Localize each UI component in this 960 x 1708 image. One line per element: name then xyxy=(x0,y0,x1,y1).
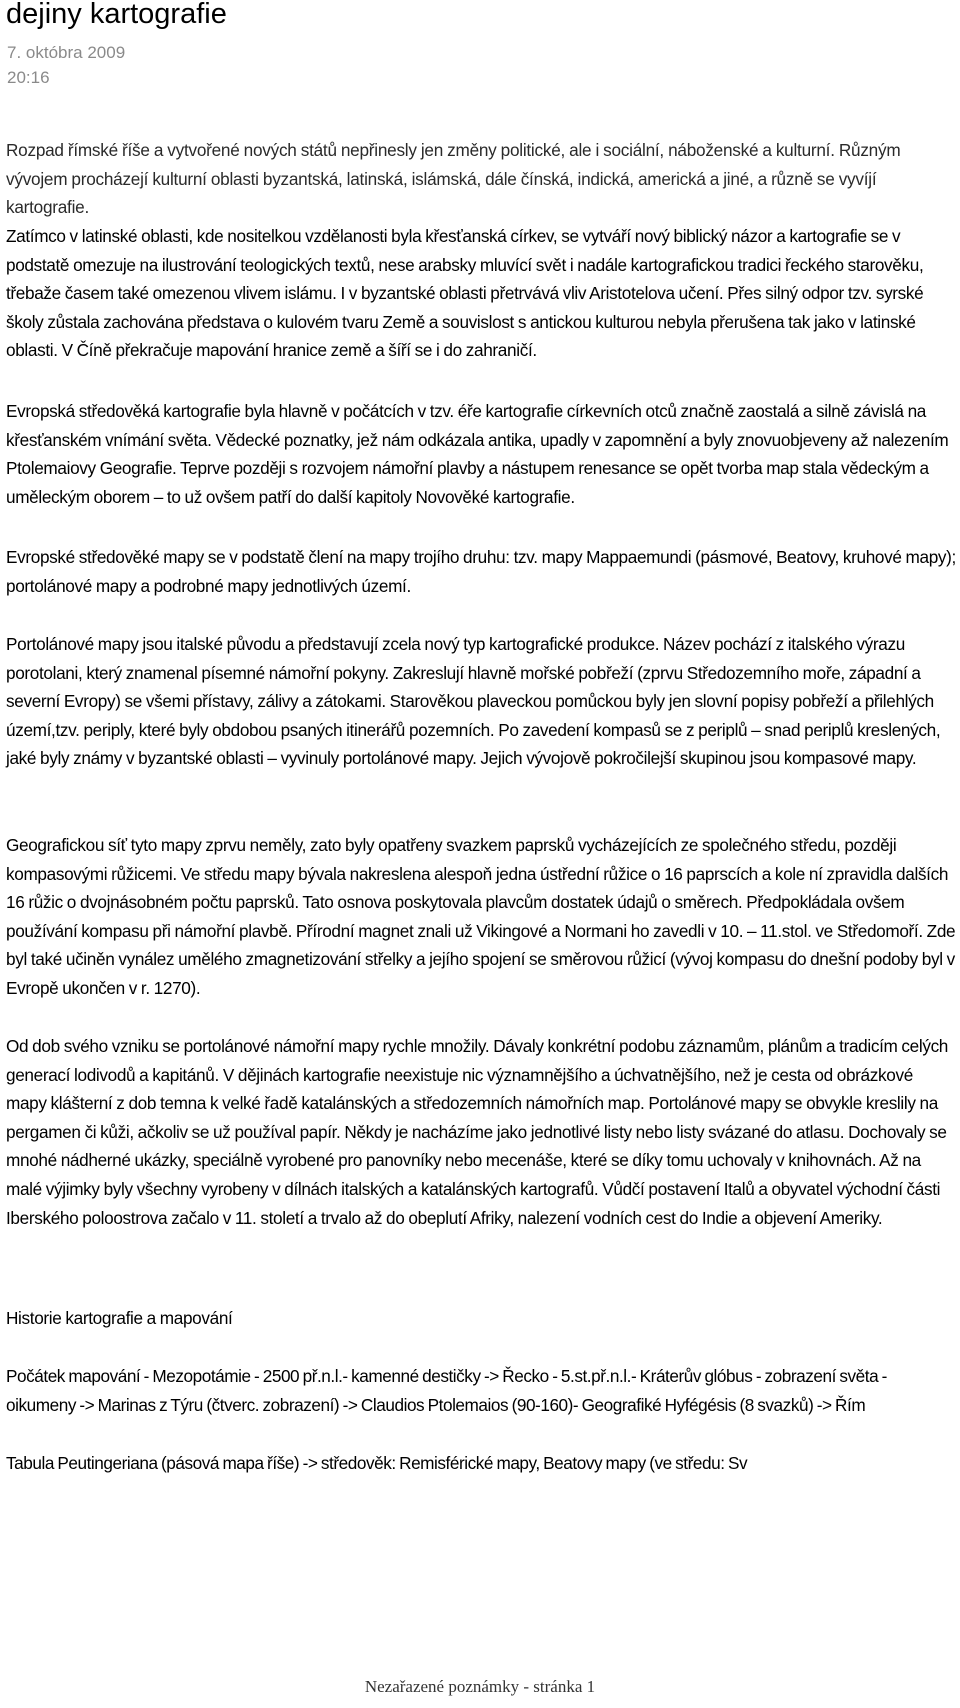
note-date: 7. októbra 2009 xyxy=(7,43,126,62)
paragraph-european-medieval: Evropská středověká kartografie byla hlavně v počátcích v tzv. éře kartografie církevních otců značně zaostalá a silně závislá na křesťanském vnímání světa. Vědecké poznatky, jež nám odkázala antika, upadly v zapomnění a byly znovuobjeveny až nalezením Ptolemaiovy Geografie. Teprve později s rozvojem námořní plavby a nástupem renesance se opět tvorba map stala vědeckým a uměleckým oborem – to už ovšem patří do další kapitoly Novověké kartografie. xyxy=(6,401,949,507)
paragraph-mapping-origins: Počátek mapování - Mezopotámie - 2500 př.n.l.- kamenné destičky -> Řecko - 5.st.př.n.l.- Kráterův glóbus - zobrazení světa - oikumeny -> Marinas z Týru (čtverc. zobrazení) -> Claudios Ptolemaios (90-160)- Geografiké Hyfégésis (8 svazků) -> Řím xyxy=(6,1366,887,1415)
paragraph-latin-region: Zatímco v latinské oblasti, kde nositelkou vzdělanosti byla křesťanská církev, se vytváří nový biblický názor a kartografie se v podstatě omezuje na ilustrování teologických textů, nese arabsky mluvící svět i nadále kartografickou tradici řeckého starověku, třebaže časem také omezenou vlivem islámu. I v byzantské oblasti přetrvává vliv Aristotelova učení. Přes silný odpor tzv. syrské školy zůstala zachována představa o kulovém tvaru Země a souvislost s antickou kulturou nebyla přerušena tak jako v latinské oblasti. V Číně překračuje mapování hranice země a šíří se i do zahraničí. xyxy=(6,226,924,361)
paragraph-map-types: Evropské středověké mapy se v podstatě člení na mapy trojího druhu: tzv. mapy Mappaemundi (pásmové, Beatovy, kruhové mapy); portolánové mapy a podrobné mapy jednotlivých území. xyxy=(6,547,956,596)
page-footer: Nezařazené poznámky - stránka 1 xyxy=(364,1677,596,1696)
section-heading-history: Historie kartografie a mapování xyxy=(6,1308,233,1328)
paragraph-portolan-maps: Portolánové mapy jsou italské původu a představují zcela nový typ kartografické produkce. Název pochází z italského výrazu porotolani, který znamenal písemné námořní pokyny. Zakreslují hlavně mořské pobřeží (zprvu Středozemního moře, západní a severní Evropy) se všemi přístavy, zálivy a zátokami. Starověkou plaveckou pomůckou byly jen slovní popisy pobřeží a přilehlých území,tzv. periply, které byly obdobou psaných itinerářů pozemních. Po zavedení kompasů se z periplů – snad periplů kreslených, jaké byly známy v byzantské oblasti – vyvinuly portolánové mapy. Jejich vývojově pokročilejší skupinou jsou kompasové mapy. xyxy=(6,634,941,769)
paragraph-portolan-spread: Od dob svého vzniku se portolánové námořní mapy rychle množily. Dávaly konkrétní podobu záznamům, plánům a tradicím celých generací lodivodů a kapitánů. V dějinách kartografie neexistuje nic významnějšího a úchvatnějšího, než je cesta od obrázkové mapy klášterní z dob temna k velké řadě katalánských a středozemních námořních map. Portolánové mapy se obvykle kreslily na pergamen či kůži, ačkoliv se už používal papír. Někdy je nacházíme jako jednotlivé listy nebo listy svázané do atlasu. Dochovaly se mnohé nádherné ukázky, speciálně vyrobené pro panovníky nebo mecenáše, které se díky tomu uchovaly v knihovnách. Až na malé výjimky byly všechny vyrobeny v dílnách italských a katalánských kartografů. Vůdčí postavení Italů a obyvatel východní části Iberského poloostrova začalo v 11. století a trvalo až do obeplutí Afriky, nalezení vodních cest do Indie a objevení Ameriky. xyxy=(6,1036,949,1228)
paragraph-tabula-peutingeriana: Tabula Peutingeriana (pásová mapa říše) -> středověk: Remisférické mapy, Beatovy mapy (ve středu: Sv xyxy=(6,1453,748,1473)
page-title: dejiny kartografie xyxy=(6,0,227,30)
paragraph-intro: Rozpad římské říše a vytvořené nových států nepřinesly jen změny politické, ale i sociální, náboženské a kulturní. Různým vývojem procházejí kulturní oblasti byzantská, latinská, islámská, dále čínská, indická, americká a jiné, a různě se vyvíjí kartografie. xyxy=(6,140,901,217)
note-time: 20:16 xyxy=(7,68,50,87)
paragraph-geographic-grid: Geografickou síť tyto mapy zprvu neměly, zato byly opatřeny svazkem paprsků vycházejících ze společného středu, později kompasovými růžicemi. Ve středu mapy bývala nakreslena alespoň jedna ústřední růžice o 16 paprscích a kole ní zpravidla dalších 16 růžic o dvojnásobném počtu paprsků. Tato osnova poskytovala plavcům dostatek údajů o směrech. Předpokládala ovšem používání kompasu při námořní plavbě. Přírodní magnet znali už Vikingové a Normani ho zavedli v 10. – 11.stol. ve Středomoří. Zde byl také učiněn vynález umělého zmagnetizování střelky a jejího spojení se směrovou růžicí (vývoj kompasu do dnešní podoby byl v Evropě ukončen v r. 1270). xyxy=(6,835,956,998)
